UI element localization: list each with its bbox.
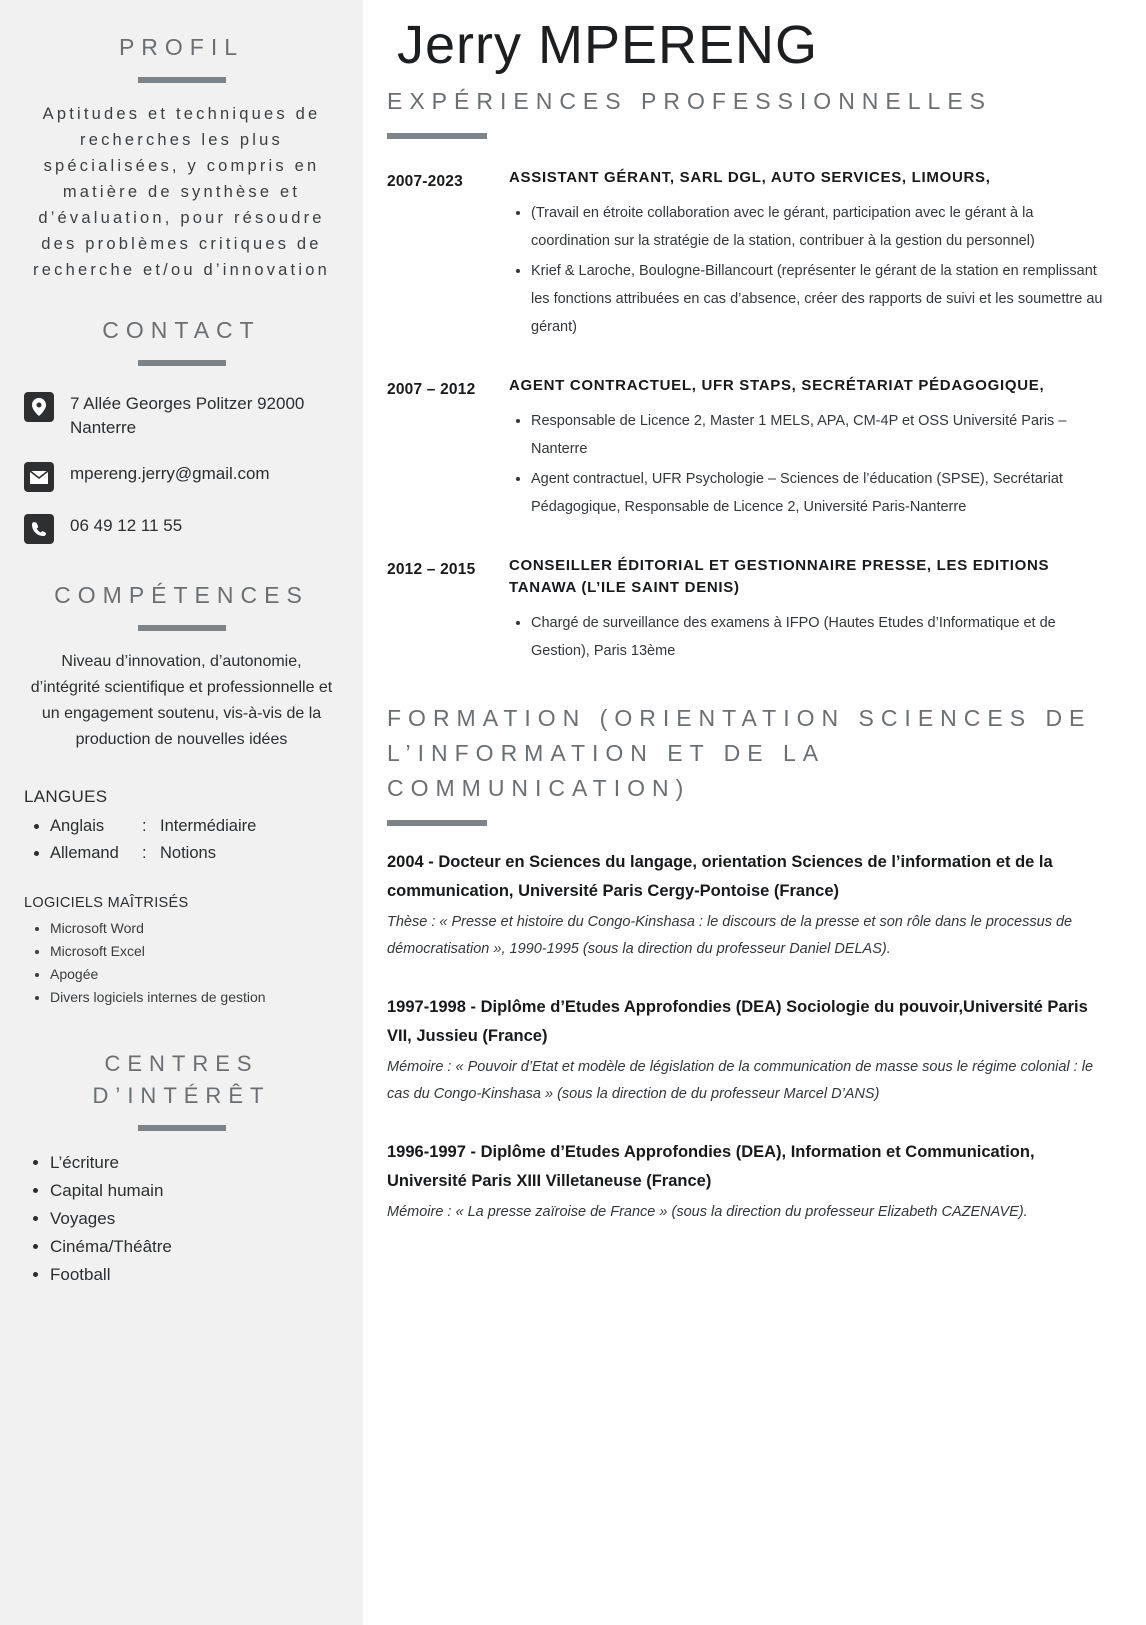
competences-heading: COMPÉTENCES: [54, 582, 309, 608]
contact-list: [24, 392, 339, 544]
formation-note: Thèse : « Presse et histoire du Congo-Kinshasa : le discours de la presse et son rôle dans le processus de démocratisation », 1990-1995 (sous la direction du professeur Daniel DELAS).: [387, 914, 1073, 957]
experience-entry: [387, 161, 1106, 343]
contact-heading: CONTACT: [102, 317, 261, 343]
formation-note: Mémoire : « Pouvoir d’Etat et modèle de législation de la communication de masse sous le régime colonial : le cas du Congo-Kinshasa » (sous la direction de du professeur Marcel D’ANS): [387, 1059, 1094, 1102]
contact-address-text: 7 Allée Georges Politzer 92000 Nanterre: [70, 394, 305, 437]
experience-body: [509, 161, 1106, 343]
experience-bullets: [509, 407, 1106, 521]
experience-title: CONSEILLER ÉDITORIAL ET GESTIONNAIRE PRESSE, LES EDITIONS TANAWA (L’ILE SAINT DENIS): [509, 557, 1050, 596]
list-item: • Microsoft Excel: [50, 940, 339, 963]
experience-entry: [387, 369, 1106, 523]
divider: [138, 1125, 226, 1131]
list-item: • Responsable de Licence 2, Master 1 MELS, APA, CM-4P et OSS Université Paris – Nanterre: [531, 407, 1106, 463]
list-item: • Football: [50, 1261, 339, 1289]
phone-icon: [24, 514, 54, 544]
langue-name: Allemand: [50, 844, 119, 862]
list-item: • Apogée: [50, 963, 339, 986]
competences-text: Niveau d’innovation, d’autonomie, d’intégrité scientifique et professionnelle et un engagement soutenu, vis-à-vis de la production de nouvelles idées: [30, 653, 333, 748]
contact-item-email[interactable]: [24, 462, 339, 492]
list-item: • Agent contractuel, UFR Psychologie – Sciences de l’éducation (SPSE), Secrétariat Pédagogique, Responsable de Licence 2, Université Paris-Nanterre: [531, 465, 1106, 521]
langue-level: Intermédiaire: [160, 817, 257, 835]
experience-body: [509, 549, 1106, 667]
formation-entry: [387, 848, 1106, 963]
experience-title: ASSISTANT GÉRANT, SARL DGL, AUTO SERVICES, LIMOURS,: [509, 169, 991, 186]
langue-separator: :: [142, 817, 147, 835]
list-item: • Cinéma/Théâtre: [50, 1233, 339, 1261]
divider: [138, 77, 226, 83]
langue-separator: :: [142, 844, 147, 862]
langues-list: [24, 813, 339, 867]
formation-note: Mémoire : « La presse zaïroise de France » (sous la direction du professeur Elizabeth CAZENAVE).: [387, 1204, 1028, 1220]
formation-entry: [387, 1138, 1106, 1226]
divider: [138, 625, 226, 631]
experience-bullets: [509, 609, 1106, 665]
list-item: • Capital humain: [50, 1177, 339, 1205]
profil-heading: PROFIL: [118, 34, 245, 60]
experience-date: 2007-2023: [387, 173, 463, 190]
email-icon: [24, 462, 54, 492]
formation-title: 1996-1997 - Diplôme d’Etudes Approfondies (DEA), Information et Communication, Université Paris XIII Villetaneuse (France): [387, 1143, 1035, 1190]
contact-item-address: [24, 392, 339, 440]
list-item: • Chargé de surveillance des examens à IFPO (Hautes Etudes d’Informatique et de Gestion), Paris 13ème: [531, 609, 1106, 665]
profil-text: Aptitudes et techniques de recherches les plus spécialisées, y compris en matière de synthèse et d’évaluation, pour résoudre des problèmes critiques de recherche et/ou d’innovation: [33, 105, 330, 279]
formation-entry: [387, 993, 1106, 1108]
experience-body: [509, 369, 1106, 523]
langues-heading: LANGUES: [24, 787, 108, 806]
formation-title: 2004 - Docteur en Sciences du langage, orientation Sciences de l’information et de la communication, Université Paris Cergy-Pontoise (France): [387, 853, 1053, 900]
list-item: • Voyages: [50, 1205, 339, 1233]
logiciels-list: [24, 917, 339, 1009]
contact-phone-text: 06 49 12 11 55: [70, 516, 183, 535]
interets-heading-line1: CENTRES: [104, 1051, 259, 1076]
experience-title: AGENT CONTRACTUEL, UFR STAPS, SECRÉTARIAT PÉDAGOGIQUE,: [509, 377, 1045, 394]
contact-item-phone[interactable]: [24, 514, 339, 544]
divider: [138, 360, 226, 366]
list-item: • Krief & Laroche, Boulogne-Billancourt (représenter le gérant de la station en remplissant les fonctions attribuées en cas d’absence, créer des rapports de suivi et les soumettre au gérant): [531, 257, 1106, 341]
langue-level: Notions: [160, 844, 216, 862]
interets-list: [24, 1149, 339, 1289]
divider: [387, 133, 487, 139]
experience-entry: [387, 549, 1106, 667]
interets-heading-line2: D’INTÉRÊT: [92, 1083, 271, 1108]
list-item: • L’écriture: [50, 1149, 339, 1177]
list-item: • (Travail en étroite collaboration avec le gérant, participation avec le gérant à la coordination sur la stratégie de la station, contribuer à la gestion du personnel): [531, 199, 1106, 255]
sidebar: [0, 0, 363, 1625]
experience-date: 2012 – 2015: [387, 561, 476, 578]
formation-heading: FORMATION (ORIENTATION SCIENCES DE L’INFORMATION ET DE LA COMMUNICATION): [387, 705, 1092, 801]
list-item: [50, 813, 339, 840]
experience-bullets: [509, 199, 1106, 341]
divider: [387, 820, 487, 826]
list-item: • Microsoft Word: [50, 917, 339, 940]
formation-title: 1997-1998 - Diplôme d’Etudes Approfondies (DEA) Sociologie du pouvoir,Université Paris VII, Jussieu (France): [387, 998, 1088, 1045]
experience-heading: EXPÉRIENCES PROFESSIONNELLES: [387, 88, 993, 114]
page-title: Jerry MPERENG: [397, 15, 819, 75]
contact-email-text: mpereng.jerry@gmail.com: [70, 464, 270, 483]
main-content: [363, 0, 1146, 1625]
experience-date: 2007 – 2012: [387, 381, 476, 398]
location-icon: [24, 392, 54, 422]
list-item: • Divers logiciels internes de gestion: [50, 986, 339, 1009]
list-item: [50, 840, 339, 867]
logiciels-heading: LOGICIELS MAÎTRISÉS: [24, 895, 189, 911]
langue-name: Anglais: [50, 817, 105, 835]
